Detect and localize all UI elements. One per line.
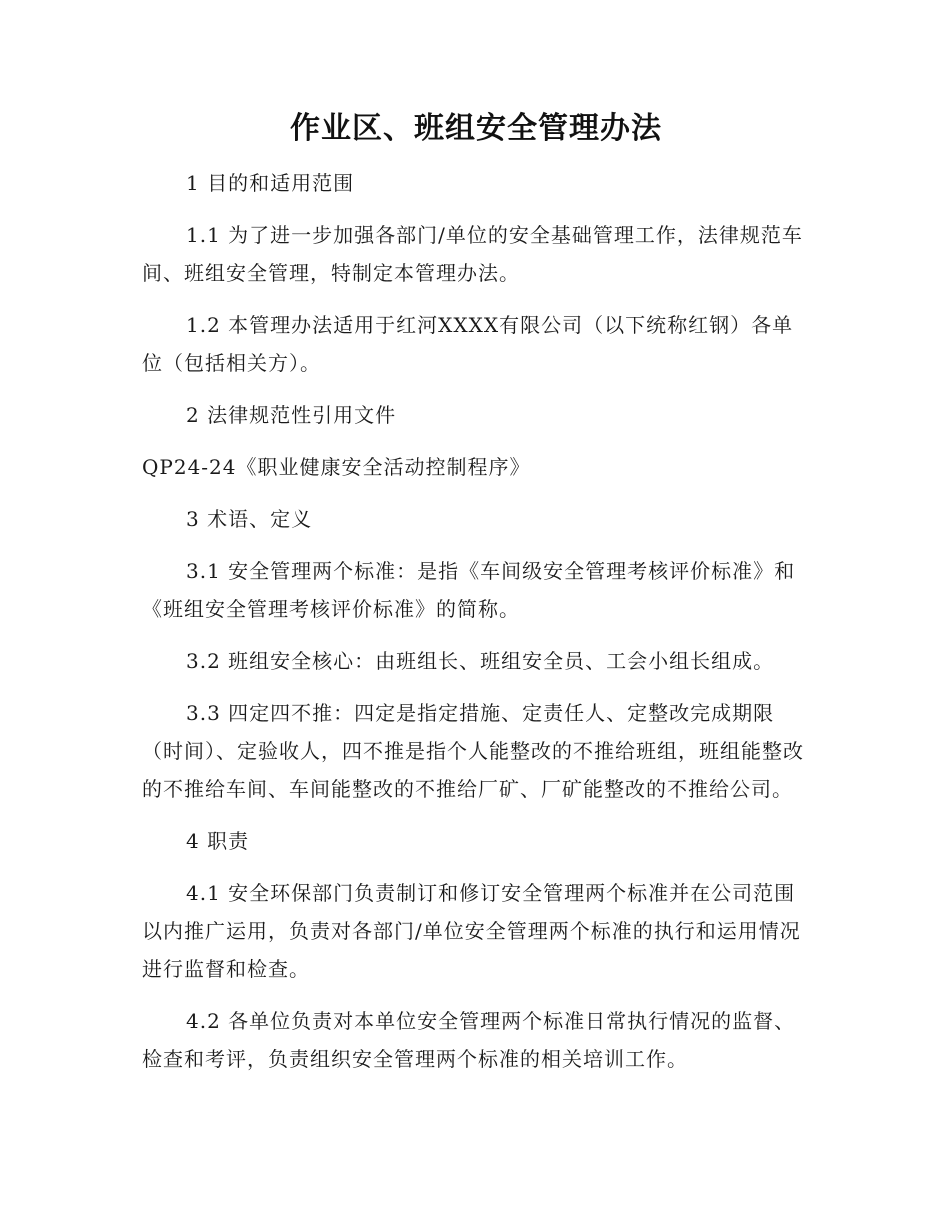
- section-heading-3: 3 术语、定义: [186, 507, 313, 531]
- paragraph-1-2: 1.2 本管理办法适用于红河XXXX有限公司（以下统称红钢）各单位（包括相关方）。: [142, 313, 794, 375]
- section-heading-2: 2 法律规范性引用文件: [186, 403, 397, 427]
- paragraph-3-2: 3.2 班组安全核心：由班组长、班组安全员、工会小组长组成。: [186, 649, 775, 673]
- reference-document: QP24-24《职业健康安全活动控制程序》: [142, 455, 531, 479]
- paragraph-1-1: 1.1 为了进一步加强各部门/单位的安全基础管理工作，法律规范车间、班组安全管理，特制定本管理办法。: [142, 223, 803, 285]
- document-title: 作业区、班组安全管理办法: [290, 111, 662, 146]
- paragraph-3-1: 3.1 安全管理两个标准：是指《车间级安全管理考核评价标准》和《班组安全管理考核评价标准》的简称。: [142, 559, 796, 621]
- document-body: [142, 100, 810, 1078]
- paragraph-4-1: 4.1 安全环保部门负责制订和修订安全管理两个标准并在公司范围以内推广运用，负责对各部门/单位安全管理两个标准的执行和运用情况进行监督和检查。: [142, 881, 801, 981]
- section-heading-4: 4 职责: [186, 829, 250, 853]
- paragraph-4-2: 4.2 各单位负责对本单位安全管理两个标准日常执行情况的监督、检查和考评，负责组织安全管理两个标准的相关培训工作。: [142, 1009, 796, 1071]
- section-heading-1: 1 目的和适用范围: [186, 171, 355, 195]
- paragraph-3-3: 3.3 四定四不推：四定是指定措施、定责任人、定整改完成期限（时间）、定验收人，四不推是指个人能整改的不推给班组，班组能整改的不推给车间、车间能整改的不推给厂矿、厂矿能整改的不推给公司。: [142, 701, 804, 801]
